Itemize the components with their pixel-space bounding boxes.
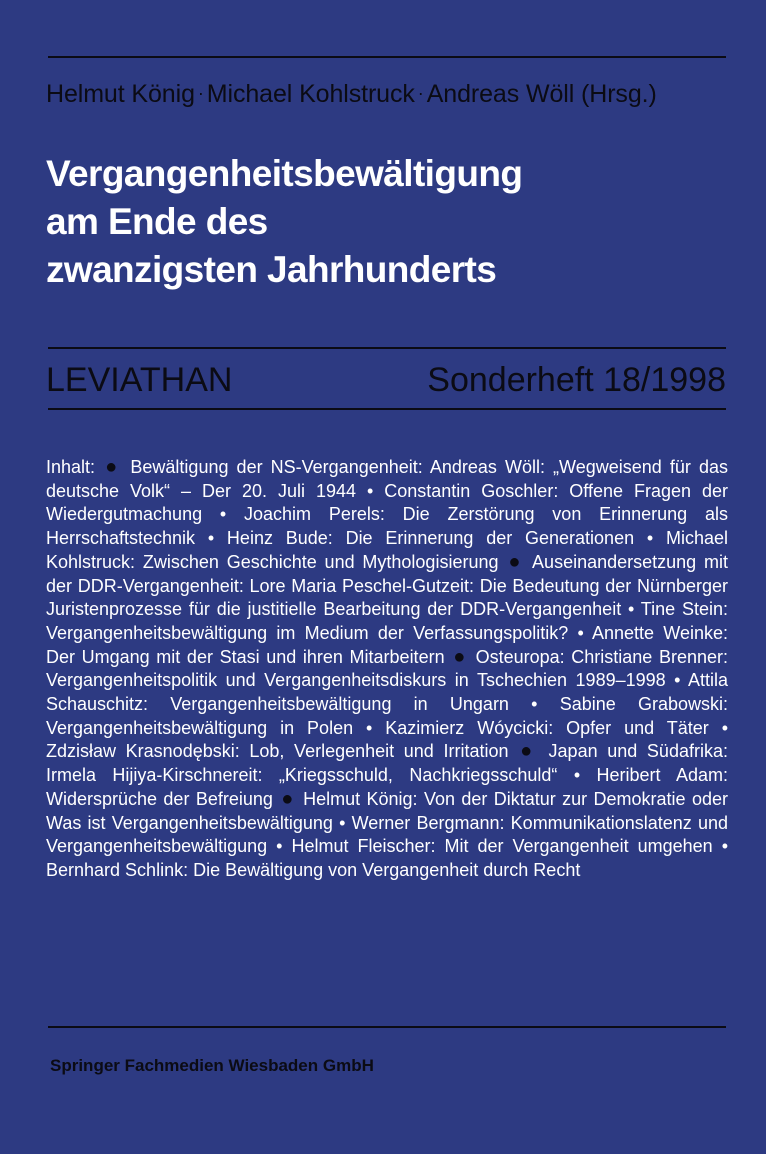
author-separator: · xyxy=(417,83,424,103)
section-bullet: ● xyxy=(281,787,295,810)
contents-section-5: Helmut König: Von der Diktatur zur Demokratie oder Was ist Vergangenheitsbewältigung • Werner Bergmann: Kommunikationslatenz und Vergangenheitsbewältigung • Helmut Fleischer: Mit der Vergangenheit umgehen • Bernhard Schlink: Die Bewältigung von Vergangenheit durch Recht xyxy=(46,788,728,880)
series-name: LEVIATHAN xyxy=(46,361,233,399)
title-line-2: am Ende des xyxy=(46,201,268,242)
author-3: Andreas Wöll (Hrsg.) xyxy=(426,80,657,108)
top-rule xyxy=(48,56,726,58)
publisher-name: Springer Fachmedien Wiesbaden GmbH xyxy=(50,1056,374,1075)
table-of-contents xyxy=(46,456,728,883)
section-bullet: ● xyxy=(453,645,467,668)
contents-section-3: Osteuropa: Christiane Brenner: Vergangenheitspolitik und Vergangenheitsdiskurs in Tschechien 1989–1998 • Attila Schauschitz: Vergangenheitsbewältigung in Ungarn • Sabine Grabowski: Vergangenheitsbewältigung in Polen • Kazimierz Wóycicki: Opfer und Täter • Zdzisław Krasnodębski: Lob, Verlegenheit und Irritation xyxy=(46,646,728,762)
editors-line xyxy=(46,80,736,109)
contents-section-1: Bewältigung der NS-Vergangenheit: Andreas Wöll: „Wegweisend für das deutsche Volk“ – Der 20. Juli 1944 • Constantin Goschler: Offene Fragen der Wiedergutmachung • Joachim Perels: Die Zerstörung von Erinnerung als Herrschaftstechnik • Heinz Bude: Die Erinnerung der Generationen • Michael Kohlstruck: Zwischen Geschichte und Mythologisierung xyxy=(46,457,728,572)
series-line xyxy=(46,361,726,405)
contents-label: Inhalt: xyxy=(46,457,96,477)
section-bullet: ● xyxy=(508,550,524,573)
series-top-rule xyxy=(48,347,726,349)
section-bullet: ● xyxy=(520,740,537,763)
title-line-1: Vergangenheitsbewältigung xyxy=(46,153,523,194)
author-separator: · xyxy=(197,83,204,103)
author-2: Michael Kohlstruck xyxy=(206,80,415,108)
contents-section-4: Japan und Südafrika: Irmela Hijiya-Kirschnereit: „Kriegsschuld, Nachkriegsschuld“ • Heribert Adam: Widersprüche der Befreiung xyxy=(46,741,728,809)
series-issue: Sonderheft 18/1998 xyxy=(427,361,726,399)
title-line-3: zwanzigsten Jahrhunderts xyxy=(46,249,497,290)
contents-section-2: Auseinandersetzung mit der DDR-Vergangenheit: Lore Maria Peschel-Gutzeit: Die Bedeutung der Nürnberger Juristenprozesse für die justitielle Bearbeitung der DDR-Vergangenheit • Tine Stein: Vergangenheitsbewältigung im Medium der Verfassungspolitik? • Annette Weinke: Der Umgang mit der Stasi und ihren Mitarbeitern xyxy=(46,551,728,667)
bottom-rule xyxy=(48,1026,726,1028)
section-bullet: ● xyxy=(105,456,121,478)
author-1: Helmut König xyxy=(46,80,195,108)
book-title xyxy=(46,150,746,294)
series-bottom-rule xyxy=(48,408,726,410)
